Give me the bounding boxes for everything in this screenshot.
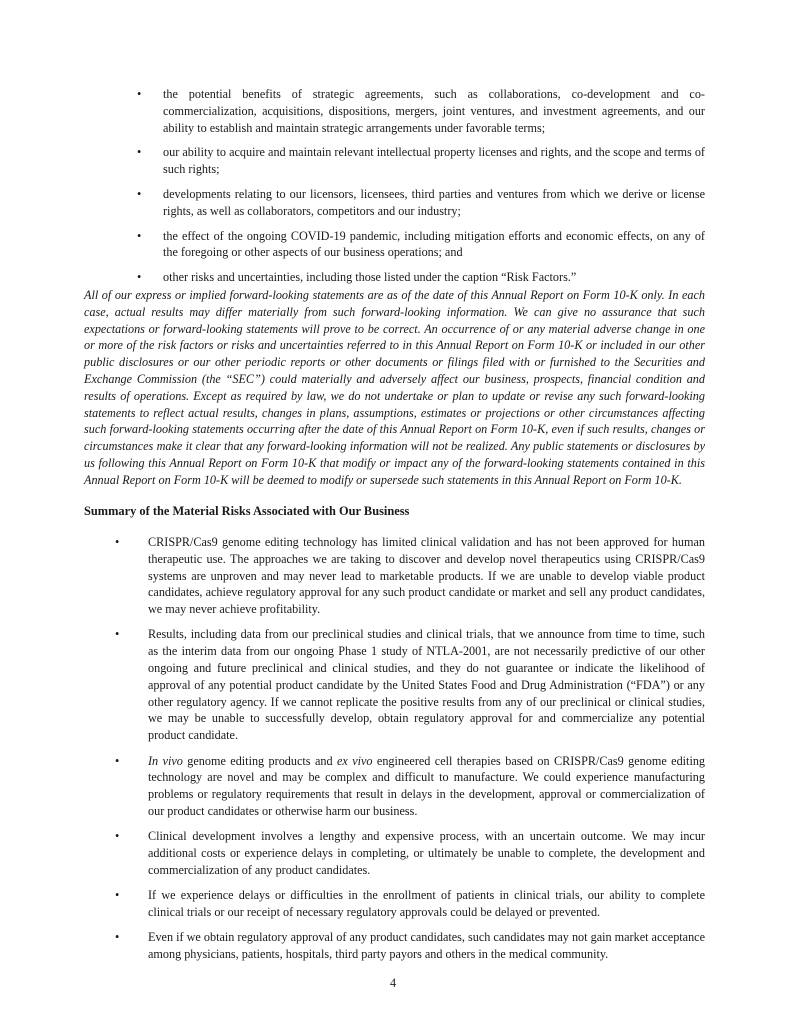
risk-item-text: Clinical development involves a lengthy and expensive process, with an uncertain outcome. We may incur additional costs or experience delays in completing, or ultimately be unable to complete, the development and commercialization of any product candidates.: [148, 829, 705, 877]
risk-item-text: [148, 754, 705, 818]
list-item: [134, 228, 705, 262]
bullet: •: [137, 87, 142, 101]
bullet: •: [137, 270, 142, 285]
list-item: [134, 186, 705, 220]
risk-item: [113, 753, 705, 820]
list-item-text: the potential benefits of strategic agreements, such as collaborations, co-development and co-commercialization, acquisitions, dispositions, mergers, joint ventures, and investment agreements, and our ability to establish and maintain strategic arrangements under favorable terms;: [163, 87, 705, 135]
risk-item-text: If we experience delays or difficulties in the enrollment of patients in clinical trials, our ability to complete clinical trials or our receipt of necessary regulatory approvals could be delayed or prevented.: [148, 888, 705, 919]
risk-item-text: CRISPR/Cas9 genome editing technology has limited clinical validation and has not been approved for human therapeutic use. The approaches we are taking to discover and develop novel therapeutics using CRISPR/Cas9 systems are unproven and may never lead to marketable products. If we are unable to develop viable product candidates, achieve regulatory approval for any such product candidate or market and sell any product candidates, we may never achieve profitability.: [148, 535, 705, 617]
page-number: 4: [389, 976, 397, 990]
forward-looking-statement-paragraph: All of our express or implied forward-looking statements are as of the date of this Annual Report on Form 10-K only. In each case, actual results may differ materially from such forward-looking information. We can give no assurance that such expectations or forward-looking statements will prove to be correct. An occurrence of or any material adverse change in one or more of the risk factors or risks and uncertainties referred to in this Annual Report on Form 10-K or included in our other public disclosures or our other periodic reports or other documents or filings filed with or furnished to the Securities and Exchange Commission (the “SEC”) could materially and adversely affect our business, prospects, financial condition and results of operations. Except as required by law, we do not undertake or plan to update or revise any such forward-looking statements to reflect actual results, changes in plans, assumptions, estimates or projections or other circumstances affecting such forward-looking statements occurring after the date of this Annual Report on Form 10-K, even if such results, changes or circumstances make it clear that any forward-looking information will not be realized. Any public statements or disclosures by us following this Annual Report on Form 10-K that modify or impact any of the forward-looking statements contained in this Annual Report on Form 10-K will be deemed to modify or supersede such statements in this Annual Report on Form 10-K.: [84, 288, 705, 487]
list-item-text: developments relating to our licensors, licensees, third parties and ventures from which we derive or license rights, as well as collaborators, competitors and our industry;: [163, 186, 705, 218]
list-item: [134, 144, 705, 178]
risk-item-text-rest: engineered cell therapies based on CRISPR/Cas9 genome editing technology are novel and may be complex and difficult to manufacture. We could experience manufacturing problems or regulatory requirements that result in delays in the development, approval or commercialization of our product candidates or otherwise harm our business.: [148, 753, 706, 818]
bullet: •: [115, 829, 120, 844]
list-item-text: our ability to acquire and maintain relevant intellectual property licenses and rights, and the scope and terms of such rights;: [163, 145, 705, 177]
list-item-text: the effect of the ongoing COVID-19 pandemic, including mitigation efforts and economic effects, on any of the foregoing or other aspects of our business operations; and: [163, 228, 705, 260]
risk-item: [113, 887, 705, 921]
list-item-text: other risks and uncertainties, including those listed under the caption “Risk Factors.”: [163, 270, 577, 285]
bullet: •: [137, 186, 142, 201]
bullet: •: [115, 930, 120, 945]
bullet: •: [137, 145, 142, 160]
risk-item-text: Results, including data from our preclinical studies and clinical trials, that we announce from time to time, such as the interim data from our ongoing Phase 1 study of NTLA-2001, are not necessarily predictive of our other ongoing and future preclinical and clinical studies, and they do not guarantee or indicate the likelihood of approval of any potential product candidate by the United States Food and Drug Administration (“FDA”) or any other regulatory agency. If we cannot replicate the positive results from any of our preclinical or clinical studies, we may be unable to successfully develop, obtain regulatory approval for and commercialize any potential product candidate.: [148, 627, 705, 743]
bullet: •: [115, 627, 120, 642]
bullet: •: [115, 888, 120, 903]
risk-item-text: Even if we obtain regulatory approval of any product candidates, such candidates may not gain market acceptance among physicians, patients, hospitals, third party payors and others in the medical community.: [148, 930, 705, 962]
list-item: [134, 86, 705, 136]
forward-looking-factors-list: [134, 86, 705, 294]
bullet: •: [137, 228, 142, 243]
bullet: •: [115, 753, 120, 768]
risk-item-text-mid: genome editing products and: [182, 753, 337, 768]
bullet: •: [115, 535, 120, 549]
risk-item: [113, 828, 705, 878]
risk-item: [113, 929, 705, 963]
risk-item: [113, 534, 705, 618]
list-item: [134, 269, 705, 286]
material-risks-list: [113, 534, 705, 971]
ex-vivo-term: ex vivo: [336, 753, 373, 768]
section-heading: Summary of the Material Risks Associated with Our Business: [84, 504, 410, 518]
in-vivo-term: In vivo: [148, 753, 183, 768]
risk-item: [113, 626, 705, 744]
